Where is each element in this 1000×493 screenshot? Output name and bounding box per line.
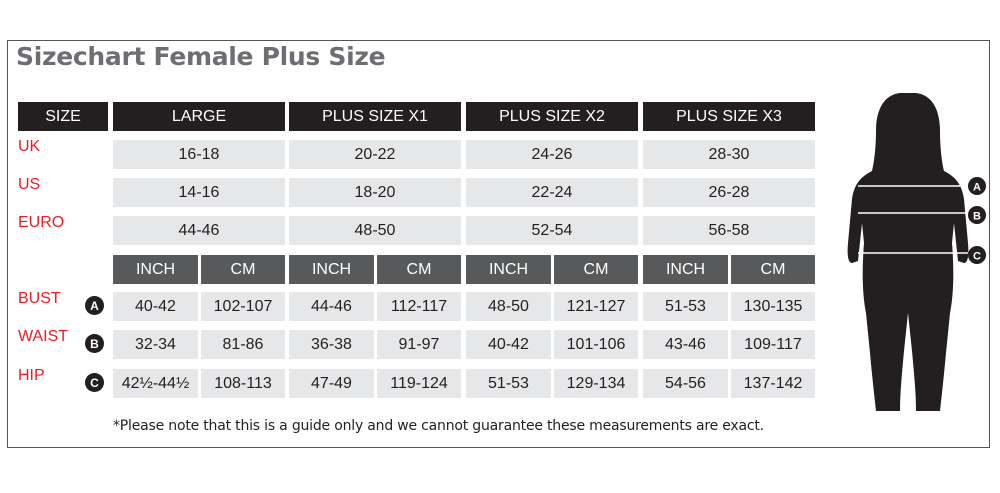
size-cell: 22-24 <box>466 178 638 207</box>
size-cell: 48-50 <box>289 216 461 245</box>
size-cell: 18-20 <box>289 178 461 207</box>
svg-text:B: B <box>973 210 981 223</box>
measurement-cell-cm: 130-135 <box>731 292 815 321</box>
measurement-cell-inch: 36-38 <box>289 330 374 359</box>
marker-a-icon <box>968 177 986 195</box>
measurement-cell-inch: 48-50 <box>466 292 551 321</box>
measurement-cell-inch: 47-49 <box>289 369 374 398</box>
measurement-cell-inch: 40-42 <box>466 330 551 359</box>
measurement-cell-cm: 119-124 <box>377 369 461 398</box>
measurement-cell-cm: 129-134 <box>554 369 638 398</box>
unit-header-inch: INCH <box>113 255 198 284</box>
measurement-cell-cm: 112-117 <box>377 292 461 321</box>
measurement-cell-cm: 101-106 <box>554 330 638 359</box>
size-cell: 20-22 <box>289 140 461 169</box>
size-cell: 26-28 <box>643 178 815 207</box>
measurement-cell-cm: 137-142 <box>731 369 815 398</box>
disclaimer-note: *Please note that this is a guide only and we cannot guarantee these measurements are exact. <box>113 418 764 434</box>
measurement-cell-cm: 102-107 <box>201 292 285 321</box>
measurement-cell-cm: 81-86 <box>201 330 285 359</box>
measurement-badge-icon: B <box>85 334 104 353</box>
measurement-cell-cm: 108-113 <box>201 369 285 398</box>
body-silhouette <box>838 93 1000 413</box>
measurement-cell-inch: 32-34 <box>113 330 198 359</box>
size-column-header: PLUS SIZE X2 <box>466 102 638 131</box>
size-column-header: PLUS SIZE X3 <box>643 102 815 131</box>
measurement-cell-inch: 40-42 <box>113 292 198 321</box>
size-header: SIZE <box>18 102 108 131</box>
marker-c-icon <box>968 246 986 264</box>
size-cell: 44-46 <box>113 216 285 245</box>
size-cell: 24-26 <box>466 140 638 169</box>
unit-header-inch: INCH <box>643 255 728 284</box>
measurement-cell-inch: 43-46 <box>643 330 728 359</box>
measurement-cell-inch: 44-46 <box>289 292 374 321</box>
size-row-label: UK <box>18 138 41 155</box>
unit-header-cm: CM <box>201 255 285 284</box>
measurement-row-label: BUST <box>18 290 61 307</box>
measurement-cell-inch: 51-53 <box>643 292 728 321</box>
page-title: Sizechart Female Plus Size <box>16 42 386 71</box>
size-column-header: PLUS SIZE X1 <box>289 102 461 131</box>
svg-text:A: A <box>973 181 981 194</box>
measurement-row-label: WAIST <box>18 328 69 345</box>
measurement-cell-inch: 51-53 <box>466 369 551 398</box>
measurement-badge-icon: C <box>85 373 104 392</box>
measurement-row-label: HIP <box>18 367 45 384</box>
size-cell: 28-30 <box>643 140 815 169</box>
size-row-label: EURO <box>18 214 65 231</box>
size-cell: 52-54 <box>466 216 638 245</box>
size-row-label: US <box>18 176 41 193</box>
size-column-header: LARGE <box>113 102 285 131</box>
size-cell: 16-18 <box>113 140 285 169</box>
measurement-cell-cm: 121-127 <box>554 292 638 321</box>
unit-header-inch: INCH <box>289 255 374 284</box>
size-cell: 14-16 <box>113 178 285 207</box>
measurement-badge-icon: A <box>85 296 104 315</box>
measurement-cell-inch: 54-56 <box>643 369 728 398</box>
measurement-cell-inch: 42½-44½ <box>113 369 198 398</box>
silhouette-shape <box>848 93 969 411</box>
size-cell: 56-58 <box>643 216 815 245</box>
unit-header-cm: CM <box>377 255 461 284</box>
unit-header-cm: CM <box>731 255 815 284</box>
unit-header-inch: INCH <box>466 255 551 284</box>
unit-header-cm: CM <box>554 255 638 284</box>
measurement-cell-cm: 109-117 <box>731 330 815 359</box>
svg-text:C: C <box>973 250 981 263</box>
measurement-cell-cm: 91-97 <box>377 330 461 359</box>
marker-b-icon <box>968 206 986 224</box>
